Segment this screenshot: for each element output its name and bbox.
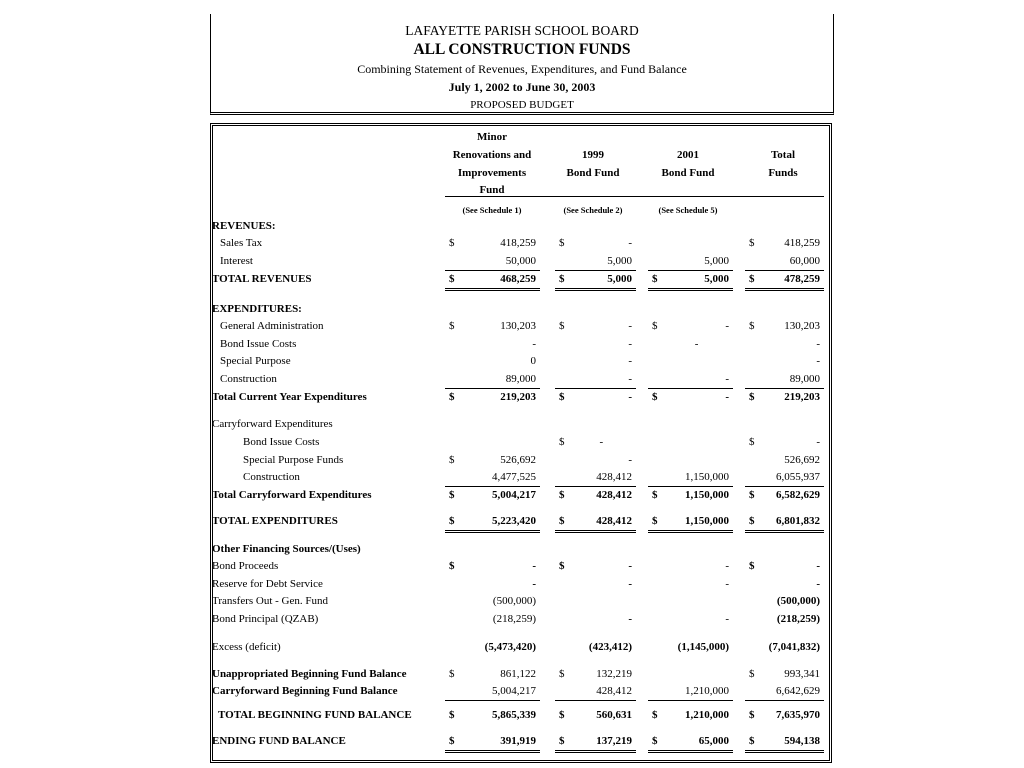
row-label: General Administration [220,320,324,332]
row-value-cell [555,336,636,353]
report-header [210,14,834,115]
row-label: TOTAL BEGINNING FUND BALANCE [218,709,412,721]
row-value: - [628,391,632,403]
row-value: 89,000 [789,373,820,385]
row-value-cell [648,353,733,370]
row-value-cell [648,434,733,451]
row-value: 60,000 [789,255,820,267]
currency-symbol: $ [449,489,455,501]
row-value-cell [745,469,824,487]
row-value-cell [648,513,733,533]
row-value: - [628,560,632,572]
currency-symbol: $ [449,320,455,332]
currency-symbol: $ [559,237,565,249]
row-value-cell [445,318,540,335]
row-label: Total Carryforward Expenditures [212,489,372,501]
row-value-cell [648,371,733,389]
row-label: Construction [220,373,277,385]
row-value-cell [445,576,540,593]
row-value: 65,000 [698,735,729,747]
row-value-cell [555,318,636,335]
row-value: - [628,237,632,249]
currency-symbol: $ [559,436,565,448]
row-value: (423,412) [588,641,632,653]
row-value: (5,473,420) [484,641,536,653]
currency-symbol: $ [749,436,755,448]
row-value-cell [555,593,636,610]
row-value: (1,145,000) [677,641,729,653]
row-value-cell [555,576,636,593]
currency-symbol: $ [449,735,455,747]
column-header-3-line: Bond Fund [661,167,715,179]
row-value-cell [648,469,733,487]
row-value-cell [555,707,636,724]
row-value-cell [445,235,540,252]
row-label: Interest [220,255,253,267]
row-label: Construction [243,471,300,483]
row-value: 428,412 [596,515,632,527]
row-value-cell [445,336,540,353]
row-value-cell [648,452,733,469]
report-org: LAFAYETTE PARISH SCHOOL BOARD [405,23,639,38]
currency-symbol: $ [449,560,455,572]
row-value: 861,122 [500,668,536,680]
row-label: Transfers Out - Gen. Fund [212,595,329,607]
row-label: Total Current Year Expenditures [212,391,367,403]
row-value-cell [745,593,824,610]
column-header-2-line: Bond Fund [566,167,620,179]
row-value-cell [445,666,540,683]
row-value-cell [648,733,733,753]
row-value-cell [648,389,733,406]
table-row [213,733,829,750]
row-value-cell [555,271,636,291]
table-row [213,593,829,610]
row-value: 428,412 [596,489,632,501]
currency-symbol: $ [749,515,755,527]
row-value-cell [745,271,824,291]
row-value-cell [445,683,540,701]
row-value: 391,919 [500,735,536,747]
currency-symbol: $ [559,515,565,527]
row-value-cell [648,487,733,504]
table-row [213,336,829,353]
row-value: - [816,436,820,448]
currency-symbol: $ [559,320,565,332]
row-value: (218,259) [492,613,536,625]
table-row [213,469,829,486]
table-row [213,576,829,593]
currency-symbol: $ [749,391,755,403]
row-value-cell [745,611,824,628]
row-label: Carryforward Beginning Fund Balance [212,685,398,697]
row-value-cell [445,593,540,610]
row-value: 132,219 [596,668,632,680]
row-value: - [532,338,536,350]
row-value-cell [555,513,636,533]
row-value: 1,210,000 [685,709,729,721]
currency-symbol: $ [449,454,455,466]
row-label: REVENUES: [212,220,276,232]
row-label: Bond Issue Costs [220,338,297,350]
row-label: Unappropriated Beginning Fund Balance [212,668,407,680]
row-value: 478,259 [784,273,820,285]
row-value: 6,801,832 [776,515,820,527]
column-header-3-line: 2001 [677,149,699,161]
table-row [213,452,829,469]
row-value: (7,041,832) [768,641,820,653]
row-value-cell [445,271,540,291]
currency-symbol: $ [559,560,565,572]
table-row [213,416,829,433]
table-row [213,371,829,388]
schedule-ref-1: (See Schedule 1) [462,205,522,215]
row-label: Special Purpose [220,355,291,367]
row-value: 6,642,629 [776,685,820,697]
currency-symbol: $ [449,668,455,680]
row-value: 0 [530,355,536,367]
table-row [213,301,829,318]
table-row [213,235,829,252]
row-value-cell [648,611,733,628]
row-value: 526,692 [500,454,536,466]
row-value-cell [745,666,824,683]
row-value: - [725,578,729,590]
currency-symbol: $ [652,735,658,747]
row-value-cell [555,389,636,406]
row-value: - [628,373,632,385]
currency-symbol: $ [559,489,565,501]
row-value: 6,582,629 [776,489,820,501]
row-value: - [628,578,632,590]
currency-symbol: $ [749,320,755,332]
row-value: (218,259) [776,613,820,625]
row-value-cell [648,318,733,335]
row-value-cell [745,235,824,252]
row-value: - [628,338,632,350]
row-value: 594,138 [784,735,820,747]
row-value: 5,000 [704,255,729,267]
schedule-ref-2: (See Schedule 2) [563,205,623,215]
row-value-cell [648,707,733,724]
fund-statement-table [210,123,832,763]
row-value-cell [555,683,636,701]
currency-symbol: $ [652,391,658,403]
table-row [213,253,829,270]
row-value: 130,203 [500,320,536,332]
row-value-cell [555,469,636,487]
row-value-cell [745,487,824,504]
row-value-cell [745,558,824,575]
table-row [213,666,829,683]
row-value-cell [445,639,540,656]
row-value: - [725,320,729,332]
row-value-cell [445,513,540,533]
row-value: 219,203 [784,391,820,403]
row-value-cell [648,576,733,593]
row-value-cell [745,336,824,353]
row-value: 7,635,970 [776,709,820,721]
row-value-cell [648,558,733,575]
row-value-cell [445,434,540,451]
table-row [213,611,829,628]
row-value-cell [555,666,636,683]
currency-symbol: $ [449,273,455,285]
row-value: 130,203 [784,320,820,332]
currency-symbol: $ [749,489,755,501]
row-value-cell [555,371,636,389]
row-label: Other Financing Sources/(Uses) [212,543,361,555]
currency-symbol: $ [749,668,755,680]
currency-symbol: $ [449,391,455,403]
currency-symbol: $ [749,735,755,747]
row-label: Carryforward Expenditures [212,418,333,430]
column-header-1-line: Improvements [457,167,527,179]
row-value-cell [555,253,636,271]
row-label: ENDING FUND BALANCE [212,735,346,747]
row-value: 6,055,937 [776,471,820,483]
row-value-cell [745,683,824,701]
table-row [213,707,829,724]
currency-symbol: $ [652,320,658,332]
row-value: - [725,391,729,403]
table-row [213,683,829,700]
row-value-cell [555,487,636,504]
table-row [213,434,829,451]
currency-symbol: $ [652,515,658,527]
row-value-cell [648,683,733,701]
row-value-cell [745,733,824,753]
schedule-ref-3: (See Schedule 5) [658,205,718,215]
table-row [213,487,829,504]
row-value-cell [445,733,540,753]
table-row [213,353,829,370]
row-label: Bond Issue Costs [243,436,320,448]
column-header-4-line: Total [770,149,796,161]
row-value: 5,000 [607,273,632,285]
currency-symbol: $ [559,273,565,285]
currency-symbol: $ [652,273,658,285]
row-value-cell [555,558,636,575]
row-value-cell [648,639,733,656]
row-value: 428,412 [596,471,632,483]
report-subtitle: Combining Statement of Revenues, Expenditures, and Fund Balance [357,62,687,76]
row-value: 219,203 [500,391,536,403]
table-row [213,541,829,558]
table-row [213,218,829,235]
row-value-cell [555,452,636,469]
row-value-cell [445,253,540,271]
row-value-cell [745,253,824,271]
row-value: 4,477,525 [492,471,536,483]
row-value: 468,259 [500,273,536,285]
row-value: 50,000 [505,255,536,267]
row-label: Special Purpose Funds [243,454,344,466]
row-value: 5,223,420 [492,515,536,527]
row-value-cell [648,271,733,291]
currency-symbol: $ [559,668,565,680]
row-value-cell [445,707,540,724]
column-header-1-line: Renovations and [452,149,532,161]
row-value-cell [648,253,733,271]
row-value-cell [445,558,540,575]
table-row [213,513,829,530]
row-label: TOTAL EXPENDITURES [212,515,338,527]
row-value: 5,000 [704,273,729,285]
row-value: 5,004,217 [492,685,536,697]
currency-symbol: $ [449,237,455,249]
row-value-cell [445,452,540,469]
row-value: 418,259 [500,237,536,249]
currency-symbol: $ [559,709,565,721]
row-value-cell [745,452,824,469]
row-value: 5,000 [607,255,632,267]
currency-symbol: $ [749,709,755,721]
row-value: (500,000) [776,595,820,607]
row-value: (500,000) [492,595,536,607]
row-value: - [532,560,536,572]
row-value-cell [555,235,636,252]
table-row [213,639,829,656]
column-header-4-line: Funds [768,167,798,179]
row-value: - [816,355,820,367]
row-value-cell [555,434,636,451]
table-row [213,389,829,406]
row-value-cell [555,733,636,753]
row-label: EXPENDITURES: [212,303,302,315]
row-value-cell [745,576,824,593]
row-label: Reserve for Debt Service [212,578,323,590]
row-value-cell [445,353,540,370]
row-value: 1,150,000 [685,489,729,501]
row-value: 560,631 [596,709,632,721]
row-value: - [725,560,729,572]
row-label: TOTAL REVENUES [212,273,312,285]
row-value: 993,341 [784,668,820,680]
currency-symbol: $ [749,237,755,249]
row-value-cell [745,639,824,656]
currency-symbol: $ [449,709,455,721]
row-value: - [725,373,729,385]
row-value-cell [445,487,540,504]
currency-symbol: $ [449,515,455,527]
row-value: - [628,320,632,332]
row-label: Bond Principal (QZAB) [212,613,319,625]
row-value-cell [745,434,824,451]
row-value: - [628,355,632,367]
row-value-cell [555,353,636,370]
row-value-cell [745,353,824,370]
row-value: - [816,578,820,590]
row-value: 137,219 [596,735,632,747]
row-value-cell [445,469,540,487]
row-value-cell [745,371,824,389]
currency-symbol: $ [652,489,658,501]
row-value-cell [745,389,824,406]
currency-symbol: $ [559,391,565,403]
row-value: 1,150,000 [685,515,729,527]
row-value: 89,000 [505,373,536,385]
row-value: 5,865,339 [492,709,536,721]
row-value-cell [445,371,540,389]
row-value: - [816,338,820,350]
row-value-cell [555,611,636,628]
column-header-1-line: Minor [477,131,507,143]
row-value: 1,210,000 [685,685,729,697]
row-value: 428,412 [596,685,632,697]
row-value: 5,004,217 [492,489,536,501]
row-value-cell [445,389,540,406]
row-value-cell [445,611,540,628]
row-value-cell [648,593,733,610]
row-value: - [694,338,699,350]
table-row [213,271,829,288]
row-value: 418,259 [784,237,820,249]
report-title: ALL CONSTRUCTION FUNDS [413,41,631,58]
row-value-cell [555,639,636,656]
table-row [213,558,829,575]
currency-symbol: $ [749,273,755,285]
row-value: - [532,578,536,590]
row-label: Sales Tax [220,237,263,249]
column-header-1-line: Fund [479,184,505,196]
row-value: - [628,613,632,625]
row-value: - [599,436,604,448]
table-row [213,318,829,335]
currency-symbol: $ [652,709,658,721]
report-status: PROPOSED BUDGET [470,99,574,111]
row-value: - [628,454,632,466]
row-value: 526,692 [784,454,820,466]
row-value-cell [648,666,733,683]
row-value: 1,150,000 [685,471,729,483]
row-value-cell [745,707,824,724]
row-label: Excess (deficit) [212,641,281,653]
row-value: - [816,560,820,572]
column-header-2-line: 1999 [582,149,604,161]
row-value-cell [745,513,824,533]
row-label: Bond Proceeds [212,560,279,572]
row-value: - [725,613,729,625]
currency-symbol: $ [749,560,755,572]
row-value-cell [745,318,824,335]
report-period: July 1, 2002 to June 30, 2003 [448,80,596,94]
row-value-cell [648,336,733,353]
currency-symbol: $ [559,735,565,747]
row-value-cell [648,235,733,252]
column-header-rule [445,196,824,197]
